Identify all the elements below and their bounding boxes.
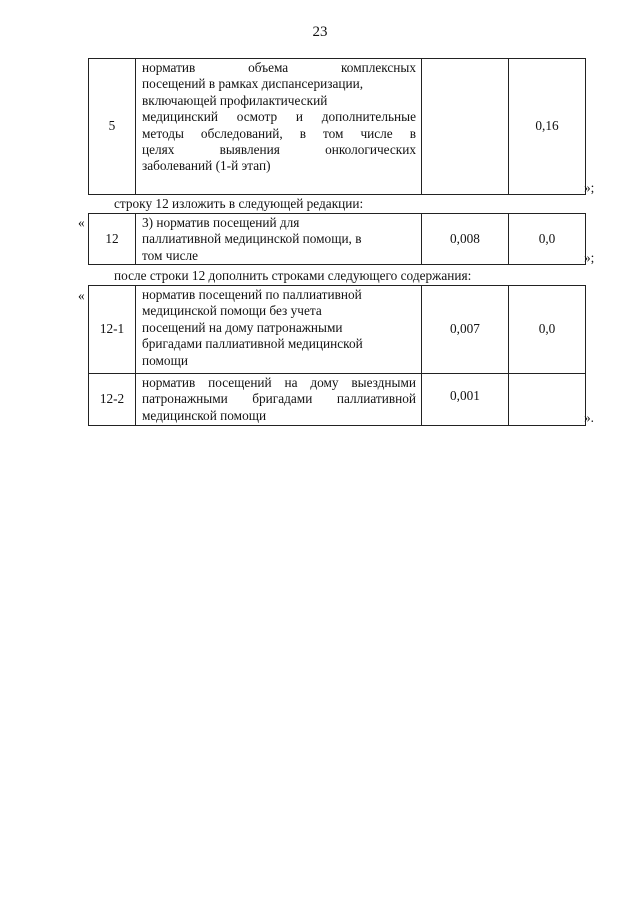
description-line: паллиативной медицинской помощи, в <box>142 231 362 247</box>
description-line: норматив посещений по паллиативной <box>142 287 362 302</box>
description-line: посещений в рамках диспансеризации, <box>142 76 364 92</box>
description-line: медицинский осмотр и дополнительные <box>142 109 416 125</box>
closing-quote: ». <box>584 410 594 425</box>
description-line: патронажными бригадами паллиативной <box>142 391 416 407</box>
closing-quote: »; <box>584 180 595 195</box>
description-line: медицинской помощи без учета <box>142 303 322 319</box>
row-value-1 <box>422 59 509 195</box>
description-line: бригадами паллиативной медицинской <box>142 336 363 352</box>
opening-quote: « <box>78 288 85 303</box>
description-line: норматив объема комплексных <box>142 60 416 75</box>
row-value-1: 0,008 <box>422 214 509 265</box>
row-value-2: 0,0 <box>509 214 586 265</box>
row-value-2: 0,0 <box>509 286 586 374</box>
row-value-2: 0,16 <box>509 59 586 195</box>
description-line: целях выявления онкологических <box>142 142 416 158</box>
table-row-12-1 <box>89 286 586 374</box>
table-row-12 <box>88 213 586 265</box>
instruction-text: после строки 12 дополнить строками следующего содержания: <box>114 268 472 283</box>
description-line: включающей профилактический <box>142 92 328 108</box>
page-number: 23 <box>312 24 328 40</box>
table-new-rows <box>88 285 586 426</box>
row-description <box>136 286 422 374</box>
description-line: посещений на дому патронажными <box>142 319 343 335</box>
table-row-5 <box>88 58 586 195</box>
row-description <box>136 374 422 426</box>
row-number: 12-2 <box>89 374 136 426</box>
description-line: норматив посещений на дому выездными <box>142 375 416 390</box>
row-value-1: 0,001 <box>422 374 509 426</box>
table-row-12-2 <box>89 374 586 426</box>
description-line: медицинской помощи <box>142 407 267 423</box>
row-number: 12-1 <box>89 286 136 374</box>
row-description <box>136 59 422 195</box>
description-line: том числе <box>142 247 199 263</box>
row-description <box>136 214 422 265</box>
row-value-1: 0,007 <box>422 286 509 374</box>
row-number: 5 <box>89 59 136 195</box>
instruction-text: строку 12 изложить в следующей редакции: <box>114 196 364 211</box>
opening-quote: « <box>78 215 85 230</box>
row-value-2 <box>509 374 586 426</box>
description-line: методы обследований, в том числе в <box>142 125 416 141</box>
row-number: 12 <box>89 214 136 265</box>
closing-quote: »; <box>584 250 595 265</box>
description-line: 3) норматив посещений для <box>142 215 300 230</box>
description-line: заболеваний (1-й этап) <box>142 158 271 174</box>
description-line: помощи <box>142 352 188 368</box>
